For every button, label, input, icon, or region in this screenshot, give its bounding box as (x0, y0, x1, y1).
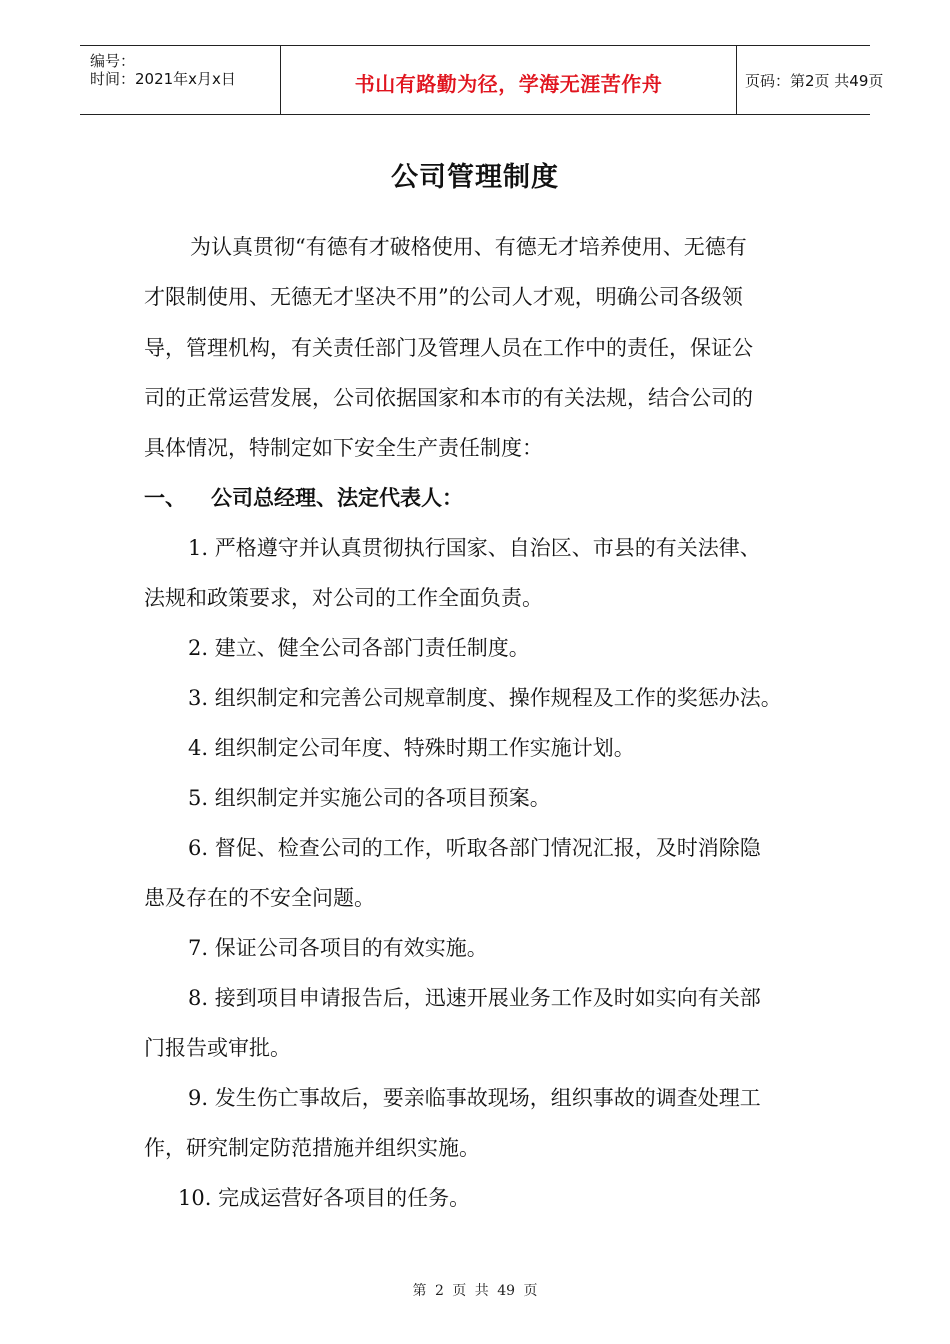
list-item: 1. 严格遵守并认真贯彻执行国家、自治区、市县的有关法律、 (188, 536, 761, 560)
intro-line: 才限制使用、无德无才坚决不用”的公司人才观，明确公司各级领 (144, 285, 743, 309)
intro-line: 司的正常运营发展，公司依据国家和本市的有关法规，结合公司的 (144, 386, 753, 410)
document-time-label: 时间：2021年x月x日 (90, 70, 236, 88)
document-title: 公司管理制度 (391, 162, 559, 193)
list-item-continuation: 作，研究制定防范措施并组织实施。 (144, 1136, 480, 1160)
header-motto-cell (280, 46, 737, 114)
list-item: 3. 组织制定和完善公司规章制度、操作规程及工作的奖惩办法。 (188, 686, 782, 710)
intro-line: 具体情况，特制定如下安全生产责任制度： (144, 436, 543, 460)
list-item-continuation: 患及存在的不安全问题。 (144, 886, 375, 910)
header-page-info: 页码：第2页 共49页 (745, 72, 884, 90)
list-item: 7. 保证公司各项目的有效实施。 (188, 936, 488, 960)
list-item: 2. 建立、健全公司各部门责任制度。 (188, 636, 530, 660)
section-number: 一、 (144, 486, 186, 510)
list-item: 9. 发生伤亡事故后，要亲临事故现场，组织事故的调查处理工 (188, 1086, 761, 1110)
list-item: 8. 接到项目申请报告后，迅速开展业务工作及时如实向有关部 (188, 986, 761, 1010)
list-item: 10. 完成运营好各项目的任务。 (178, 1186, 471, 1210)
page-footer: 第 2 页 共 49 页 (412, 1283, 538, 1299)
document-number-label: 编号： (90, 52, 136, 70)
list-item: 4. 组织制定公司年度、特殊时期工作实施计划。 (188, 736, 635, 760)
list-item-continuation: 门报告或审批。 (144, 1036, 291, 1060)
list-item: 6. 督促、检查公司的工作，听取各部门情况汇报，及时消除隐 (188, 836, 761, 860)
section-heading: 公司总经理、法定代表人： (211, 486, 463, 510)
list-item: 5. 组织制定并实施公司的各项目预案。 (188, 786, 551, 810)
page-header (80, 45, 884, 115)
header-motto: 书山有路勤为径，学海无涯苦作舟 (354, 72, 663, 96)
intro-line: 为认真贯彻“有德有才破格使用、有德无才培养使用、无德有 (190, 235, 747, 259)
header-meta-cell (80, 46, 280, 114)
intro-line: 导，管理机构，有关责任部门及管理人员在工作中的责任，保证公 (144, 336, 753, 360)
list-item-continuation: 法规和政策要求，对公司的工作全面负责。 (144, 586, 543, 610)
header-page-cell (736, 46, 884, 114)
